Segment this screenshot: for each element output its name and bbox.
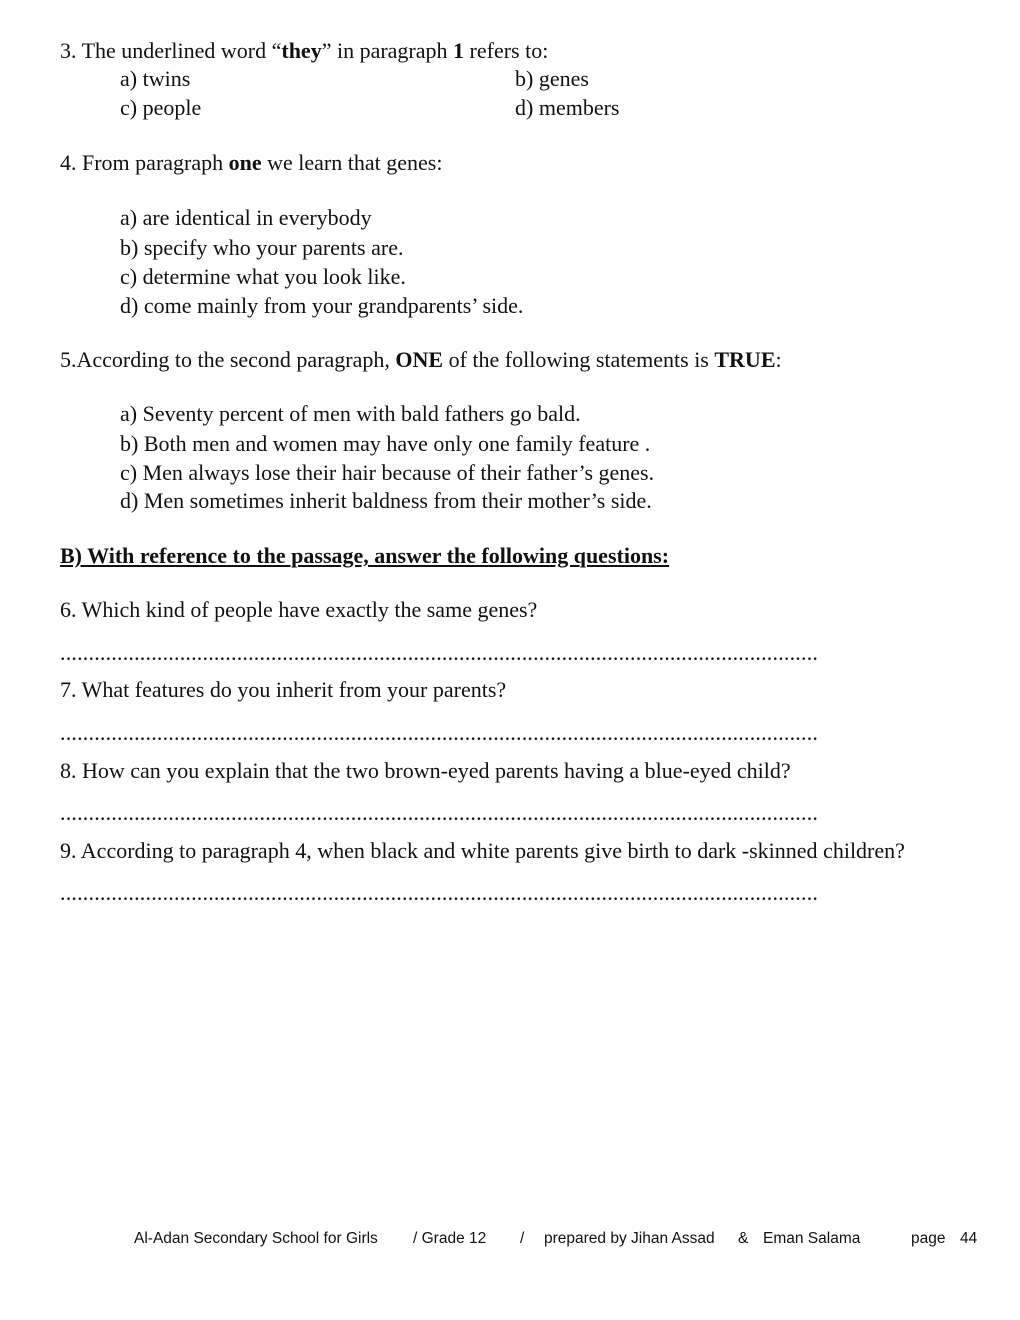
footer-grade: / Grade 12 xyxy=(413,1230,487,1247)
answer-line-8[interactable]: ..................................................................................................................................... xyxy=(60,800,819,825)
footer-prepared: prepared by Jihan Assad xyxy=(544,1230,715,1247)
footer-ampersand: & xyxy=(738,1230,749,1247)
footer-author2: Eman Salama xyxy=(763,1230,861,1247)
q4-option-d[interactable]: d) come mainly from your grandparents’ side. xyxy=(120,293,524,318)
footer-school: Al-Adan Secondary School for Girls xyxy=(134,1230,378,1247)
question-4: 4. From paragraph one we learn that genes: xyxy=(60,150,443,175)
q3-bold-word: they xyxy=(281,38,322,63)
answer-line-9[interactable]: ..................................................................................................................................... xyxy=(60,880,819,905)
q5-option-a[interactable]: a) Seventy percent of men with bald fathers go bald. xyxy=(120,401,581,426)
question-7: 7. What features do you inherit from your parents? xyxy=(60,677,507,702)
q3-option-b[interactable]: b) genes xyxy=(515,66,589,91)
footer-page-number: 44 xyxy=(960,1230,978,1247)
q4-option-c[interactable]: c) determine what you look like. xyxy=(120,264,406,289)
question-9: 9. According to paragraph 4, when black and white parents give birth to dark -skinned children? xyxy=(60,838,905,863)
q4-option-a[interactable]: a) are identical in everybody xyxy=(120,205,372,230)
q5-option-c[interactable]: c) Men always lose their hair because of their father’s genes. xyxy=(120,460,655,485)
answer-line-6[interactable]: ..................................................................................................................................... xyxy=(60,640,819,665)
q3-option-a[interactable]: a) twins xyxy=(120,66,191,91)
q3-option-c[interactable]: c) people xyxy=(120,95,202,120)
question-8: 8. How can you explain that the two brown-eyed parents having a blue-eyed child? xyxy=(60,758,791,783)
footer-page-label: page xyxy=(911,1230,946,1247)
question-6: 6. Which kind of people have exactly the same genes? xyxy=(60,597,538,622)
section-b-heading: B) With reference to the passage, answer the following questions: xyxy=(60,543,670,568)
q3-option-d[interactable]: d) members xyxy=(515,95,620,120)
question-5: 5.According to the second paragraph, ONE of the following statements is TRUE: xyxy=(60,347,782,372)
footer-separator: / xyxy=(520,1230,525,1247)
q3-bold-num: 1 xyxy=(453,38,465,63)
q4-option-b[interactable]: b) specify who your parents are. xyxy=(120,235,404,260)
answer-line-7[interactable]: ..................................................................................................................................... xyxy=(60,720,819,745)
question-3: 3. The underlined word “they” in paragraph 1 refers to: xyxy=(60,38,549,63)
q5-option-d[interactable]: d) Men sometimes inherit baldness from their mother’s side. xyxy=(120,488,652,513)
q5-option-b[interactable]: b) Both men and women may have only one family feature . xyxy=(120,431,651,456)
